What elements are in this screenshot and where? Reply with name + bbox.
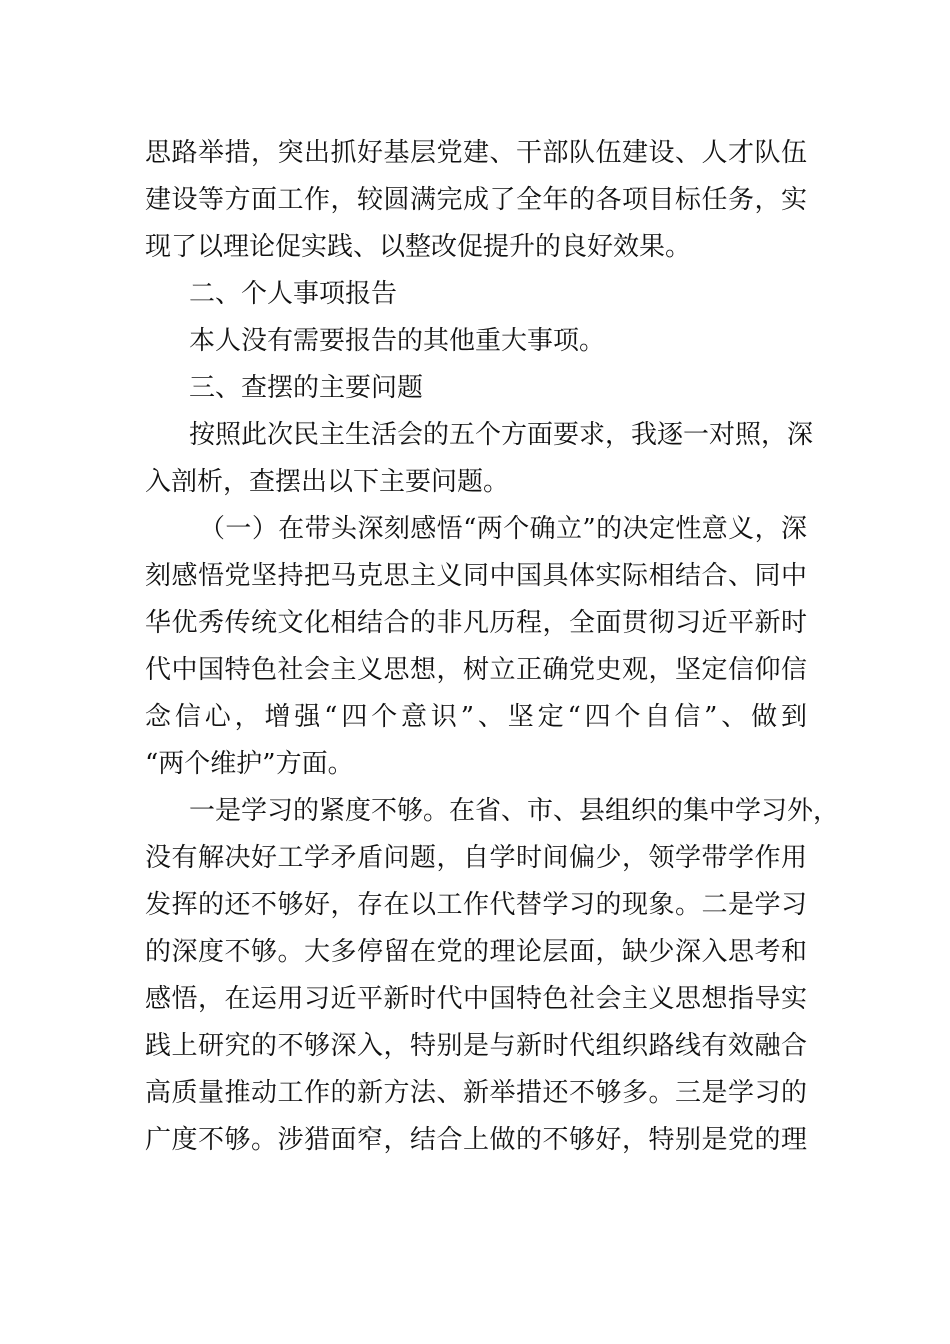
subsection-line: 代中国特色社会主义思想，树立正确党史观，坚定信仰信 [145,655,807,685]
paragraph-line: 入剖析，查摆出以下主要问题。 [145,467,510,497]
subsection-line: “两个维护”方面。 [145,749,354,779]
paragraph-line: 感悟，在运用习近平新时代中国特色社会主义思想指导实 [145,984,807,1014]
paragraph-line: 一是学习的紧度不够。在省、市、县组织的集中学习外， [189,796,840,826]
subsection-line: 念信心，增强“四个意识”、坚定“四个自信”、做到 [145,702,807,732]
paragraph-line: 按照此次民主生活会的五个方面要求，我逐一对照，深 [189,420,814,450]
document-body [145,130,840,1164]
subsection-line: （一）在带头深刻感悟“两个确立”的决定性意义，深 [199,514,807,544]
subsection-line: 刻感悟党坚持把马克思主义同中国具体实际相结合、同中 [145,561,807,591]
paragraph-line: 现了以理论促实践、以整改促提升的良好效果。 [145,232,692,262]
paragraph-line: 广度不够。涉猎面窄，结合上做的不够好，特别是党的理 [145,1125,807,1155]
paragraph-line: 践上研究的不够深入，特别是与新时代组织路线有效融合 [145,1031,807,1061]
paragraph-line: 的深度不够。大多停留在党的理论层面，缺少深入思考和 [145,937,807,967]
section-heading: 三、查摆的主要问题 [189,373,424,403]
paragraph-line: 本人没有需要报告的其他重大事项。 [189,326,606,356]
subsection-line: 华优秀传统文化相结合的非凡历程，全面贯彻习近平新时 [145,608,807,638]
paragraph-line: 没有解决好工学矛盾问题，自学时间偏少，领学带学作用 [145,843,807,873]
paragraph-line: 高质量推动工作的新方法、新举措还不够多。三是学习的 [145,1078,807,1108]
paragraph-line: 思路举措，突出抓好基层党建、干部队伍建设、人才队伍 [145,138,807,168]
paragraph-line: 建设等方面工作，较圆满完成了全年的各项目标任务，实 [145,185,807,215]
section-heading: 二、个人事项报告 [189,279,398,309]
paragraph-line: 发挥的还不够好，存在以工作代替学习的现象。二是学习 [145,890,807,920]
